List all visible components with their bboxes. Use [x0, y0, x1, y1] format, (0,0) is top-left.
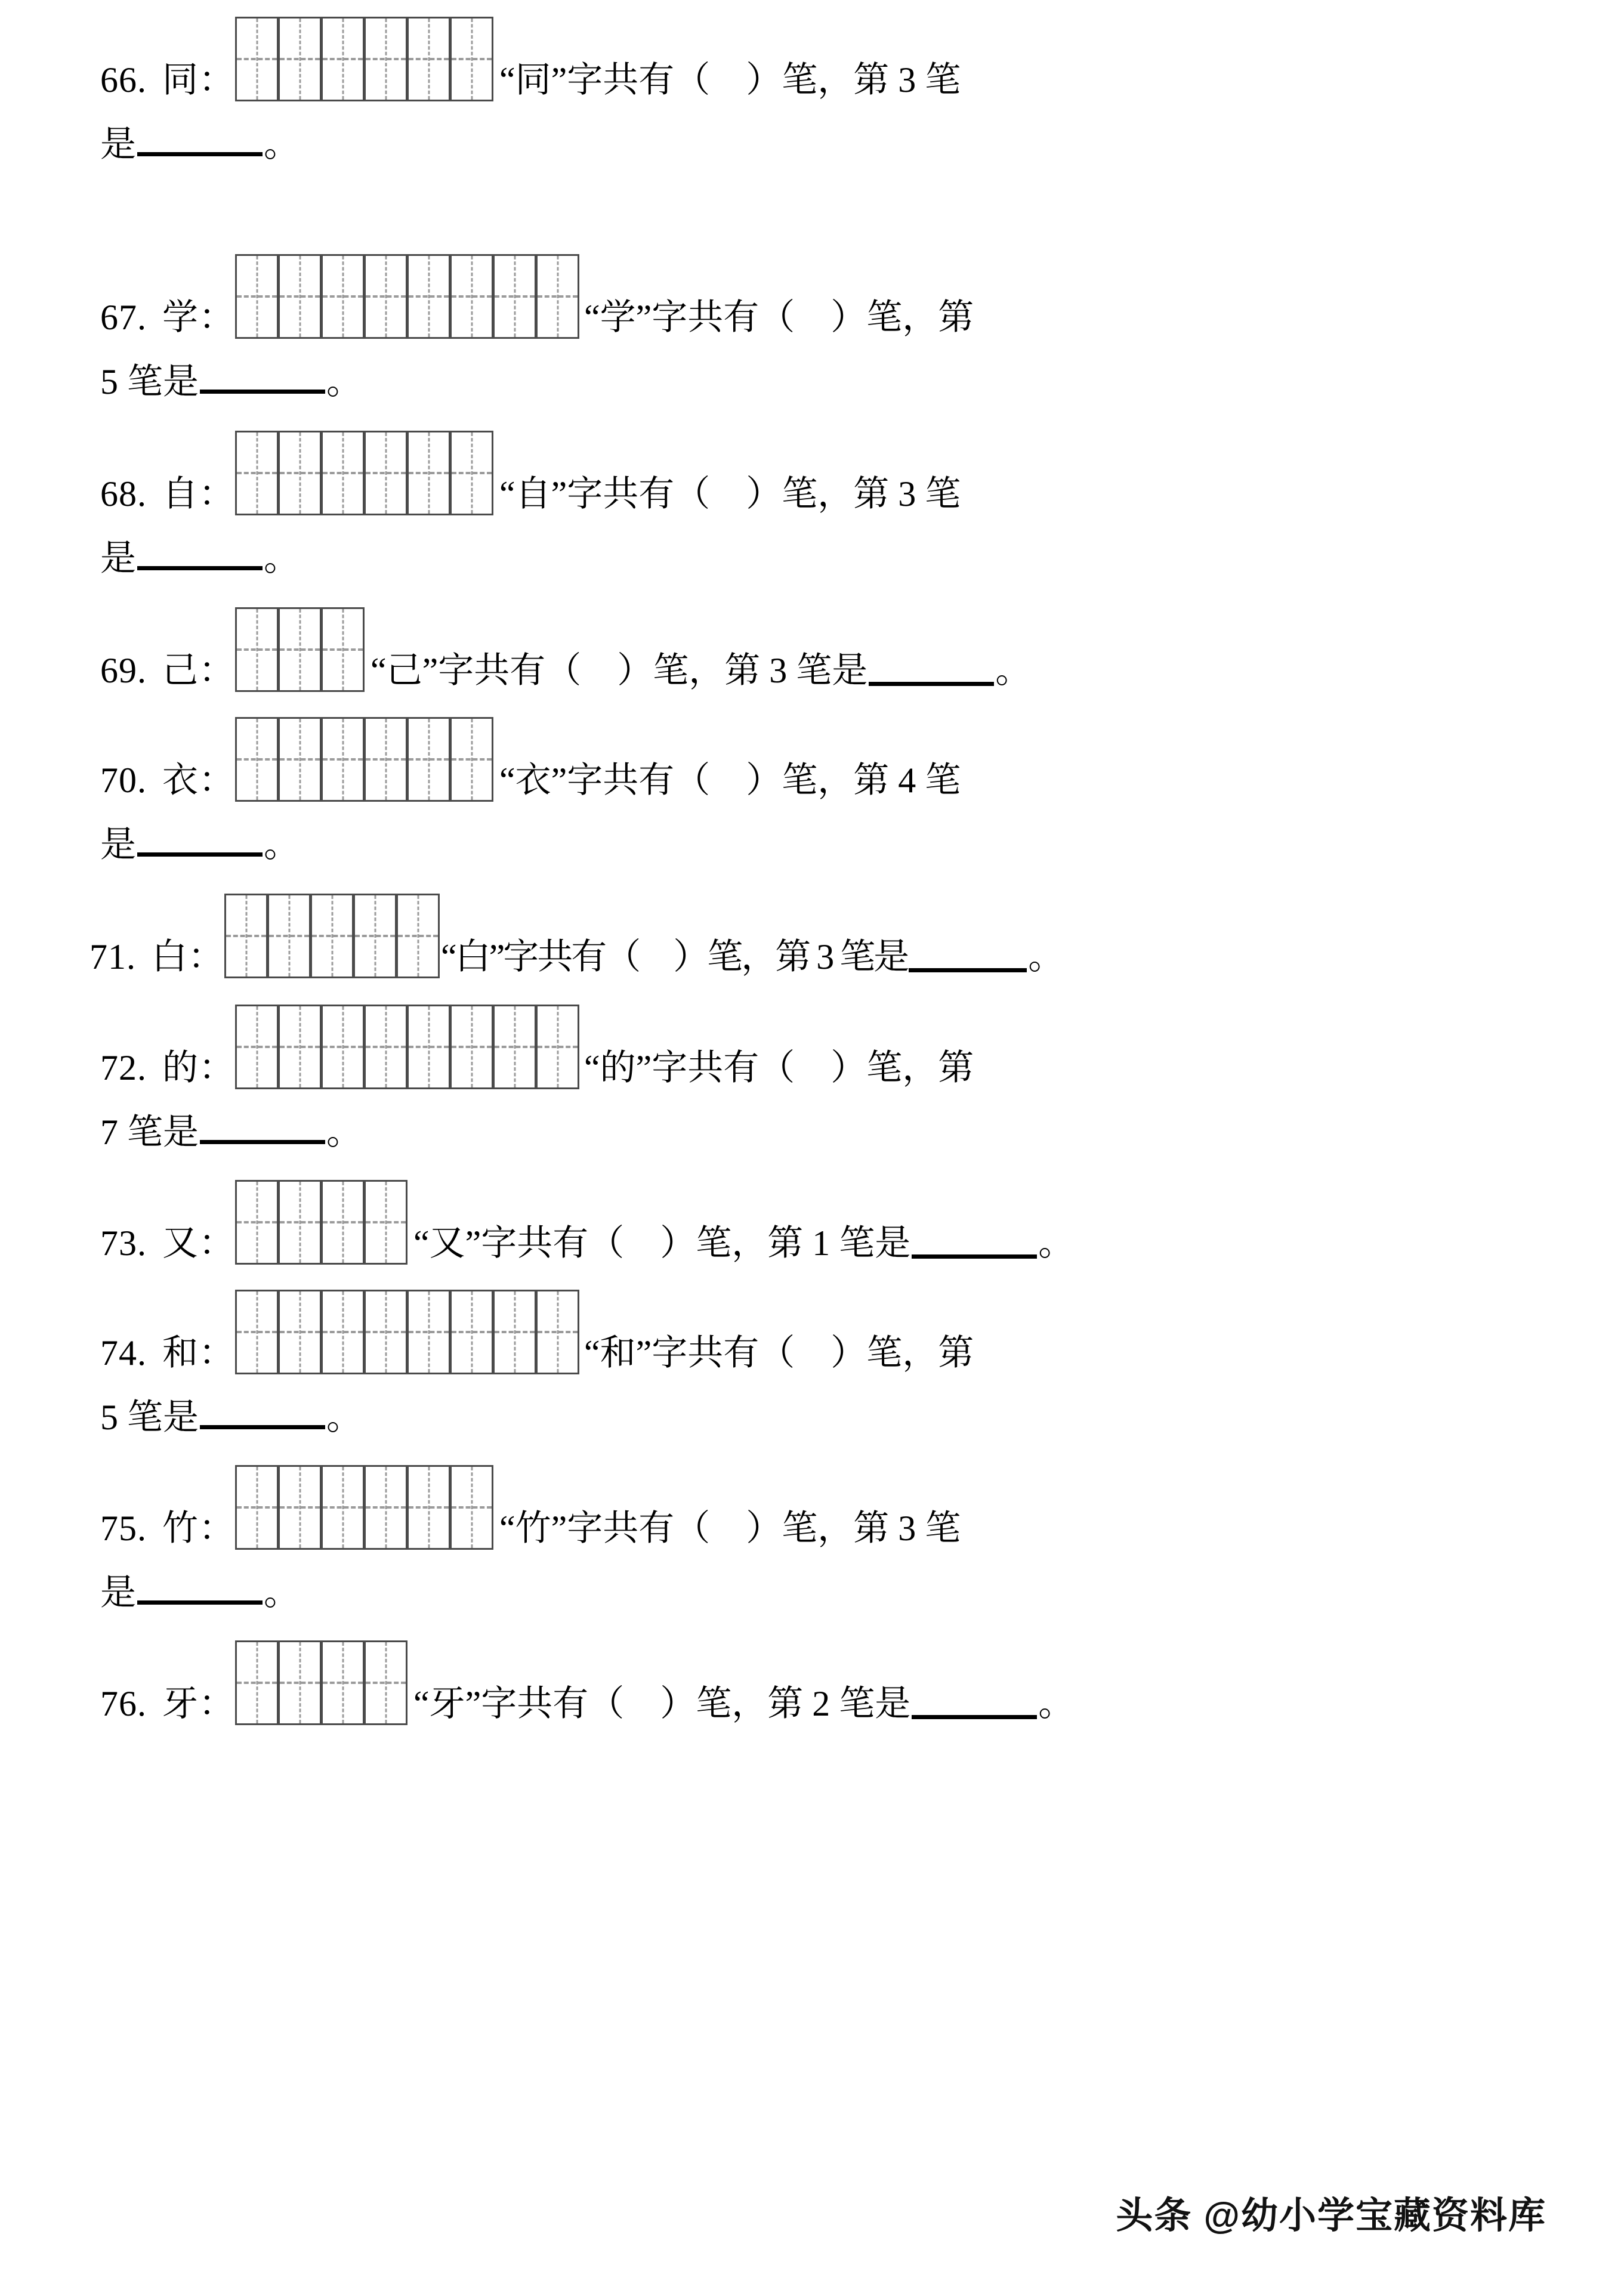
exercise-item-70	[0, 692, 1624, 866]
answer-blank-75[interactable]	[137, 1600, 263, 1605]
grid-cell[interactable]	[364, 1290, 407, 1374]
exercise-item-68	[0, 403, 1624, 580]
answer-blank-66[interactable]	[137, 152, 263, 156]
writing-grid-66	[235, 17, 493, 101]
answer-prefix-72: 7 笔是	[100, 1113, 199, 1152]
item-label-67: 67. 学：	[100, 298, 235, 337]
grid-cell[interactable]	[235, 254, 279, 339]
grid-cell[interactable]	[450, 1005, 493, 1089]
answer-prefix-68: 是	[100, 539, 136, 578]
exercise-item-71	[0, 866, 1624, 978]
answer-blank-71[interactable]	[909, 968, 1027, 972]
grid-cell[interactable]	[278, 1640, 322, 1725]
exercise-line	[0, 717, 1624, 802]
exercise-item-75	[0, 1439, 1624, 1614]
question-text-74: “和”字共有（ ）笔，第	[584, 1333, 974, 1373]
grid-cell[interactable]	[224, 894, 268, 978]
question-text-76: “牙”字共有（ ）笔，第 2 笔是 。	[413, 1684, 1075, 1723]
answer-suffix-70: 。	[264, 825, 300, 864]
question-text-66: “同”字共有（ ）笔，第 3 笔	[499, 60, 961, 100]
item-label-74: 74. 和：	[100, 1333, 235, 1373]
exercise-line	[0, 607, 1624, 692]
question-text-69: “己”字共有（ ）笔，第 3 笔是 。	[371, 651, 1032, 690]
writing-grid-72	[235, 1005, 579, 1089]
answer-suffix-67: 。	[326, 362, 362, 401]
question-text-75: “竹”字共有（ ）笔，第 3 笔	[499, 1509, 961, 1548]
exercise-line	[0, 17, 1624, 101]
grid-cell[interactable]	[364, 17, 407, 101]
answer-suffix-72: 。	[326, 1113, 362, 1152]
answer-prefix-75: 是	[100, 1573, 136, 1612]
grid-cell[interactable]	[235, 717, 279, 802]
grid-cell[interactable]	[364, 254, 407, 339]
item-label-76: 76. 牙：	[100, 1684, 235, 1723]
writing-grid-75	[235, 1465, 493, 1550]
grid-cell[interactable]	[364, 1640, 407, 1725]
writing-grid-70	[235, 717, 493, 802]
grid-cell[interactable]	[278, 431, 322, 515]
grid-cell[interactable]	[364, 431, 407, 515]
answer-suffix-66: 。	[264, 125, 300, 164]
answer-blank-72[interactable]	[200, 1140, 325, 1144]
exercise-line-cont	[0, 101, 1624, 166]
grid-cell[interactable]	[321, 431, 365, 515]
grid-cell[interactable]	[407, 254, 450, 339]
exercise-line	[0, 1180, 1624, 1265]
writing-grid-68	[235, 431, 493, 515]
answer-blank-74[interactable]	[200, 1425, 325, 1429]
grid-cell[interactable]	[450, 431, 493, 515]
grid-cell[interactable]	[407, 17, 450, 101]
grid-cell[interactable]	[278, 1290, 322, 1374]
item-label-71: 71. 白：	[89, 937, 224, 977]
exercise-item-74	[0, 1265, 1624, 1439]
exercise-item-73	[0, 1154, 1624, 1265]
exercise-line	[0, 254, 1624, 339]
exercise-line	[0, 431, 1624, 515]
item-label-69: 69. 己：	[100, 651, 235, 690]
grid-cell[interactable]	[450, 1465, 493, 1550]
grid-cell[interactable]	[278, 1005, 322, 1089]
writing-grid-67	[235, 254, 579, 339]
grid-cell[interactable]	[321, 607, 365, 692]
grid-cell[interactable]	[321, 1180, 365, 1265]
grid-cell[interactable]	[278, 17, 322, 101]
answer-blank-73[interactable]	[912, 1254, 1037, 1259]
grid-cell[interactable]	[235, 1005, 279, 1089]
grid-cell[interactable]	[450, 717, 493, 802]
grid-cell[interactable]	[536, 1290, 579, 1374]
item-label-66: 66. 同：	[100, 60, 235, 100]
writing-grid-69	[235, 607, 365, 692]
answer-suffix-75: 。	[264, 1573, 300, 1612]
grid-cell[interactable]	[278, 1465, 322, 1550]
answer-blank-67[interactable]	[200, 390, 325, 394]
grid-cell[interactable]	[321, 17, 365, 101]
exercise-item-67	[0, 166, 1624, 403]
exercise-line-cont	[0, 1374, 1624, 1439]
exercise-line	[0, 1290, 1624, 1374]
grid-cell[interactable]	[407, 1005, 450, 1089]
question-text-71: “白”字共有（ ）笔，第 3 笔是 。	[441, 937, 1063, 977]
exercise-line-cont	[0, 515, 1624, 580]
question-text-70: “衣”字共有（ ）笔，第 4 笔	[499, 761, 961, 800]
grid-cell[interactable]	[235, 431, 279, 515]
grid-cell[interactable]	[278, 254, 322, 339]
grid-cell[interactable]	[364, 1465, 407, 1550]
grid-cell[interactable]	[493, 1005, 536, 1089]
exercise-line-cont	[0, 1550, 1624, 1614]
grid-cell[interactable]	[310, 894, 354, 978]
grid-cell[interactable]	[278, 717, 322, 802]
answer-prefix-66: 是	[100, 125, 136, 164]
grid-cell[interactable]	[407, 1290, 450, 1374]
grid-cell[interactable]	[450, 254, 493, 339]
grid-cell[interactable]	[235, 17, 279, 101]
grid-cell[interactable]	[450, 1290, 493, 1374]
footer-watermark: 头条 @幼小学宝藏资料库	[1116, 2195, 1546, 2236]
answer-suffix-74: 。	[326, 1398, 362, 1437]
exercise-line-cont	[0, 339, 1624, 403]
exercise-line	[0, 1465, 1624, 1550]
item-label-72: 72. 的：	[100, 1048, 235, 1087]
grid-cell[interactable]	[364, 1180, 407, 1265]
exercise-item-76	[0, 1614, 1624, 1725]
grid-cell[interactable]	[321, 254, 365, 339]
grid-cell[interactable]	[407, 431, 450, 515]
grid-cell[interactable]	[321, 1005, 365, 1089]
writing-grid-73	[235, 1180, 407, 1265]
answer-prefix-67: 5 笔是	[100, 362, 199, 401]
grid-cell[interactable]	[267, 894, 311, 978]
answer-prefix-74: 5 笔是	[100, 1398, 199, 1437]
grid-cell[interactable]	[493, 1290, 536, 1374]
answer-suffix-68: 。	[264, 539, 300, 578]
question-text-72: “的”字共有（ ）笔，第	[584, 1048, 974, 1087]
exercise-line	[0, 894, 1624, 978]
grid-cell[interactable]	[235, 1180, 279, 1265]
item-label-68: 68. 自：	[100, 474, 235, 514]
item-label-75: 75. 竹：	[100, 1509, 235, 1548]
item-label-73: 73. 又：	[100, 1223, 235, 1263]
grid-cell[interactable]	[450, 17, 493, 101]
grid-cell[interactable]	[321, 1465, 365, 1550]
writing-grid-71	[224, 894, 440, 978]
writing-grid-74	[235, 1290, 579, 1374]
grid-cell[interactable]	[364, 717, 407, 802]
exercise-item-69	[0, 580, 1624, 692]
answer-blank-69[interactable]	[869, 682, 994, 686]
grid-cell[interactable]	[536, 1005, 579, 1089]
grid-cell[interactable]	[493, 254, 536, 339]
exercise-line-cont	[0, 1089, 1624, 1154]
grid-cell[interactable]	[353, 894, 397, 978]
item-label-70: 70. 衣：	[100, 761, 235, 800]
grid-cell[interactable]	[235, 1640, 279, 1725]
answer-blank-70[interactable]	[137, 852, 263, 857]
exercise-line	[0, 1640, 1624, 1725]
grid-cell[interactable]	[235, 607, 279, 692]
grid-cell[interactable]	[321, 1290, 365, 1374]
exercise-item-72	[0, 978, 1624, 1154]
exercise-line-cont	[0, 802, 1624, 866]
grid-cell[interactable]	[321, 1640, 365, 1725]
writing-grid-76	[235, 1640, 407, 1725]
grid-cell[interactable]	[536, 254, 579, 339]
grid-cell[interactable]	[396, 894, 440, 978]
grid-cell[interactable]	[407, 717, 450, 802]
grid-cell[interactable]	[321, 717, 365, 802]
exercise-line	[0, 1005, 1624, 1089]
answer-blank-68[interactable]	[137, 566, 263, 570]
question-text-73: “又”字共有（ ）笔，第 1 笔是 。	[413, 1223, 1075, 1263]
grid-cell[interactable]	[407, 1465, 450, 1550]
grid-cell[interactable]	[278, 607, 322, 692]
grid-cell[interactable]	[235, 1290, 279, 1374]
exercise-item-66	[0, 0, 1624, 166]
grid-cell[interactable]	[364, 1005, 407, 1089]
grid-cell[interactable]	[278, 1180, 322, 1265]
question-text-67: “学”字共有（ ）笔，第	[584, 298, 974, 337]
answer-blank-76[interactable]	[912, 1715, 1037, 1719]
answer-prefix-70: 是	[100, 825, 136, 864]
grid-cell[interactable]	[235, 1465, 279, 1550]
question-text-68: “自”字共有（ ）笔，第 3 笔	[499, 474, 961, 514]
